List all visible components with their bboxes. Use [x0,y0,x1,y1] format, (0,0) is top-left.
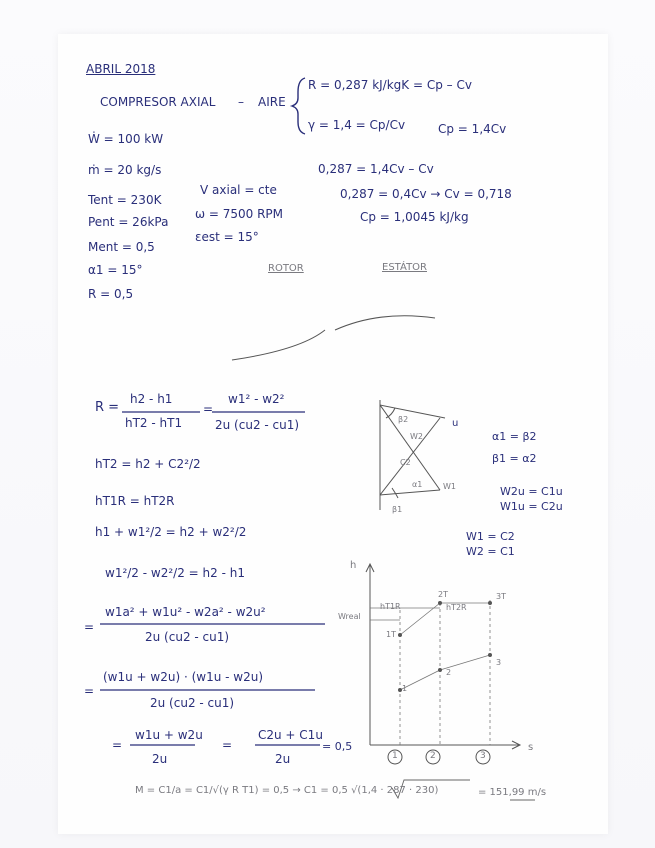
deriv-line8-den: 2u [152,752,168,766]
deriv-line6-num: w1a² + w1u² - w2a² - w2u² [105,605,266,619]
given-pent: Pent = 26kPa [88,215,169,229]
stator-label: ESTÁTOR [382,262,427,273]
given-tent: Tent = 230K [88,193,162,207]
hs-wreal: Wreal [338,612,361,621]
deriv-line8-num: w1u + w2u [135,728,203,742]
extra-omega: ω = 7500 RPM [195,207,284,221]
rel-beta1-alpha2: β1 = α2 [492,452,537,465]
deriv-line7-den: 2u (cu2 - cu1) [150,696,235,710]
rel-w1-c2: W1 = C2 [466,530,515,543]
deriv-ht2: hT2 = h2 + C2²/2 [95,457,201,471]
extra-epsilon: εest = 15° [195,230,259,244]
deriv-r-rhs-num: w1² - w2² [228,392,285,406]
gas-step-3: Cp = 1,0045 kJ/kg [360,210,469,224]
given-power: Ẇ = 100 kW [88,132,164,146]
station-circles [388,750,490,764]
hs-station-2: 2 [430,751,436,761]
hs-pt-2t: 2T [438,590,448,599]
deriv-r-lhs: R = [95,400,120,415]
tri-beta1: β1 [392,505,403,514]
hs-pt-ht2r: hT2R [446,603,467,612]
gas-step-2: 0,287 = 0,4Cv → Cv = 0,718 [340,187,512,201]
tri-beta2: β2 [398,415,409,424]
hs-station-3: 3 [480,751,486,761]
deriv-eq-sign-2: = [84,684,95,698]
tri-u: u [452,418,459,429]
hs-pt-3t: 3T [496,592,506,601]
given-r: R = 0,5 [88,287,134,301]
gas-step-1: 0,287 = 1,4Cv – Cv [318,162,434,176]
extra-vaxial: V axial = cte [200,183,277,197]
deriv-line8-val: = 0,5 [322,740,353,753]
hs-points [398,601,492,692]
given-massflow: ṁ = 20 kg/s [88,163,162,177]
rel-w2u-c1u: W2u = C1u [500,485,563,498]
tri-w1: W1 [443,482,456,491]
hs-pt-ht1r: hT1R [380,602,401,611]
hs-axis-s: s [528,742,534,753]
hs-pt-1t: 1T [386,630,396,639]
hs-pt-1: 1 [402,684,408,693]
title-dash: – [238,95,244,109]
tri-alpha1: α1 [412,480,423,489]
problem-title: COMPRESOR AXIAL [100,95,216,109]
deriv-line8-den2: 2u [275,752,291,766]
deriv-line8-eq: = [222,738,233,752]
rel-w2-c1: W2 = C1 [466,545,515,558]
deriv-r-eq: = [203,402,214,416]
deriv-eq-sign-3: = [112,738,123,752]
hs-axis-h: h [350,560,357,571]
tri-c2: C2 [400,458,411,467]
r-equation: R = 0,287 kJ/kgK = Cp – Cv [308,78,472,92]
tri-w2: W2 [410,432,423,441]
rel-w1u-c2u: W1u = C2u [500,500,563,513]
fluid-label: AIRE [258,95,286,109]
final-formula: M = C1/a = C1/√(γ R T1) = 0,5 → C1 = 0,5 √(1,4 · 287 · 230) [135,785,439,796]
given-ment: Ment = 0,5 [88,240,155,254]
deriv-line6-den: 2u (cu2 - cu1) [145,630,230,644]
header-date: ABRIL 2018 [86,62,156,76]
rotor-label: ROTOR [268,263,304,274]
hs-lines [370,600,490,745]
hs-pt-3: 3 [496,658,502,667]
given-alpha1: α1 = 15° [88,263,143,277]
deriv-line8-num2: C2u + C1u [258,728,323,742]
deriv-r-rhs-den: 2u (cu2 - cu1) [215,418,300,432]
deriv-r-num: h2 - h1 [130,392,173,406]
hs-pt-2: 2 [446,668,452,677]
rel-alpha1-beta2: α1 = β2 [492,430,537,443]
hs-station-1: 1 [392,751,398,761]
deriv-line7-num: (w1u + w2u) · (w1u - w2u) [103,670,264,684]
velocity-triangle [380,400,445,510]
deriv-ht1r: hT1R = hT2R [95,494,175,508]
deriv-energy: h1 + w1²/2 = h2 + w2²/2 [95,525,247,539]
deriv-r-den: hT2 - hT1 [125,416,183,430]
deriv-eq-sign-1: = [84,620,95,634]
gamma-equation: γ = 1,4 = Cp/Cv [308,118,406,132]
final-result: = 151,99 m/s [478,787,547,798]
deriv-diff: w1²/2 - w2²/2 = h2 - h1 [105,566,245,580]
cp-relation: Cp = 1,4Cv [438,122,507,136]
